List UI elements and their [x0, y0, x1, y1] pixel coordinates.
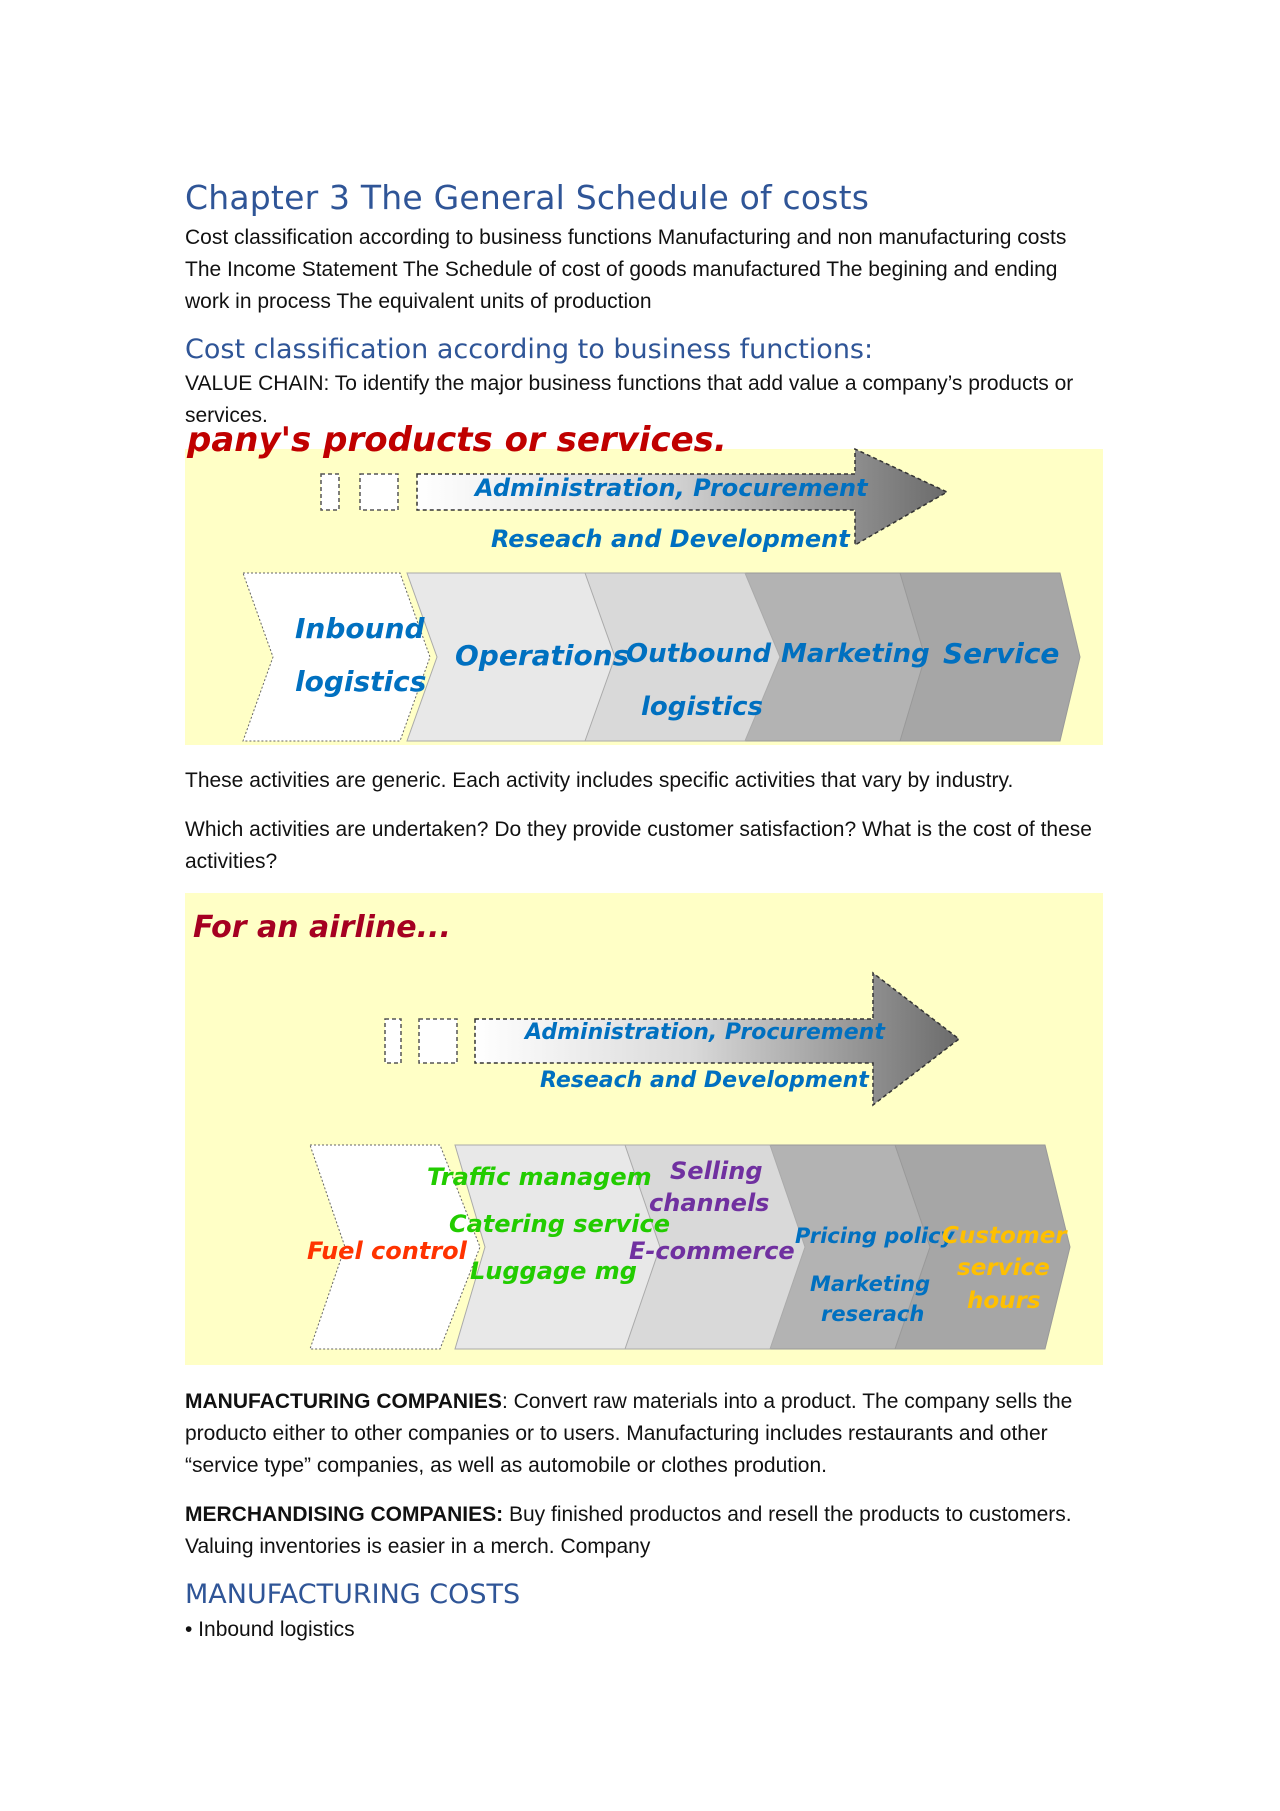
chain-label-marketing: Marketing: [781, 639, 930, 669]
airline-value-chain-diagram: [185, 893, 1103, 1365]
label-luggage-mgmt: Luggage mg: [470, 1257, 637, 1285]
chain-shape-inbound: [243, 573, 430, 741]
chain-label-inbound-1: Inbound: [295, 612, 425, 645]
support-line-2: Reseach and Development: [491, 525, 850, 553]
airline-figure-title: For an airline...: [193, 910, 451, 945]
intro-paragraph: Cost classification according to business functions Manufacturing and non manufacturing costs The Income Statement The Schedule of cost of goods manufactured The begining and ending work in process The equivalent units of production: [185, 226, 1067, 313]
label-traffic-management: Traffic managem: [427, 1163, 652, 1191]
label-customer-2: service: [957, 1255, 1050, 1281]
cropped-figure-title: pany's products or services.: [187, 420, 727, 460]
manufacturing-text: : Convert raw materials into a product. The company sells the producto either to other companies or to users. Manufacturing includes restaurants and other “service type” companies, as well as automobile or clothes prodution.: [185, 1390, 1073, 1477]
airline-value-chain-figure: [185, 893, 1103, 1365]
section-heading-cost-classification: Cost classification according to business functions:: [185, 334, 874, 365]
value-chain-figure: [185, 420, 1103, 745]
page-title: Chapter 3 The General Schedule of costs: [185, 178, 870, 217]
generic-activities-paragraph: These activities are generic. Each activity includes specific activities that vary by industry.: [185, 769, 1014, 792]
merchandising-text: Buy finished productos and resell the products to customers. Valuing inventories is easier in a merch. Company: [185, 1503, 1072, 1558]
section-heading-manufacturing-costs: MANUFACTURING COSTS: [185, 1579, 521, 1610]
label-fuel-control: Fuel control: [307, 1237, 467, 1265]
airline-support-line-1: Administration, Procurement: [525, 1020, 885, 1045]
merchandising-paragraph: [185, 1499, 1105, 1563]
manufacturing-label: MANUFACTURING COMPANIES: [185, 1390, 502, 1413]
label-marketing-2: reserach: [821, 1302, 925, 1326]
dashed-box-small-1: [321, 474, 339, 510]
airline-support-line-2: Reseach and Development: [540, 1068, 869, 1093]
value-chain-paragraph: VALUE CHAIN: To identify the major business functions that add value a company’s products or services.: [185, 372, 1074, 427]
label-ecommerce: E-commerce: [629, 1237, 795, 1265]
label-pricing-policy: Pricing policy: [795, 1224, 955, 1248]
dashed-box-small-2: [360, 474, 398, 510]
label-customer-3: hours: [967, 1288, 1041, 1314]
manufacturing-paragraph: [185, 1386, 1105, 1482]
label-marketing-1: Marketing: [810, 1272, 931, 1296]
chain-label-operations: Operations: [455, 639, 630, 672]
chain-label-outbound-1: Outbound: [626, 639, 772, 669]
chain-label-service: Service: [943, 637, 1060, 670]
label-customer-1: Customer: [942, 1223, 1067, 1249]
chain-label-inbound-2: logistics: [295, 665, 427, 698]
support-line-1: Administration, Procurement: [475, 474, 868, 502]
merchandising-label: MERCHANDISING COMPANIES:: [185, 1503, 504, 1526]
label-catering-service: Catering service: [449, 1210, 671, 1238]
chain-label-outbound-2: logistics: [641, 692, 764, 722]
airline-dashed-box-small-2: [419, 1019, 457, 1063]
label-selling-1: Selling: [670, 1157, 763, 1185]
questions-paragraph: Which activities are undertaken? Do they provide customer satisfaction? What is the cost of these activities?: [185, 818, 1092, 873]
airline-dashed-box-small-1: [385, 1019, 401, 1063]
bullet-inbound-logistics: • Inbound logistics: [185, 1618, 355, 1641]
label-selling-2: channels: [649, 1189, 770, 1217]
value-chain-diagram: [185, 420, 1103, 745]
